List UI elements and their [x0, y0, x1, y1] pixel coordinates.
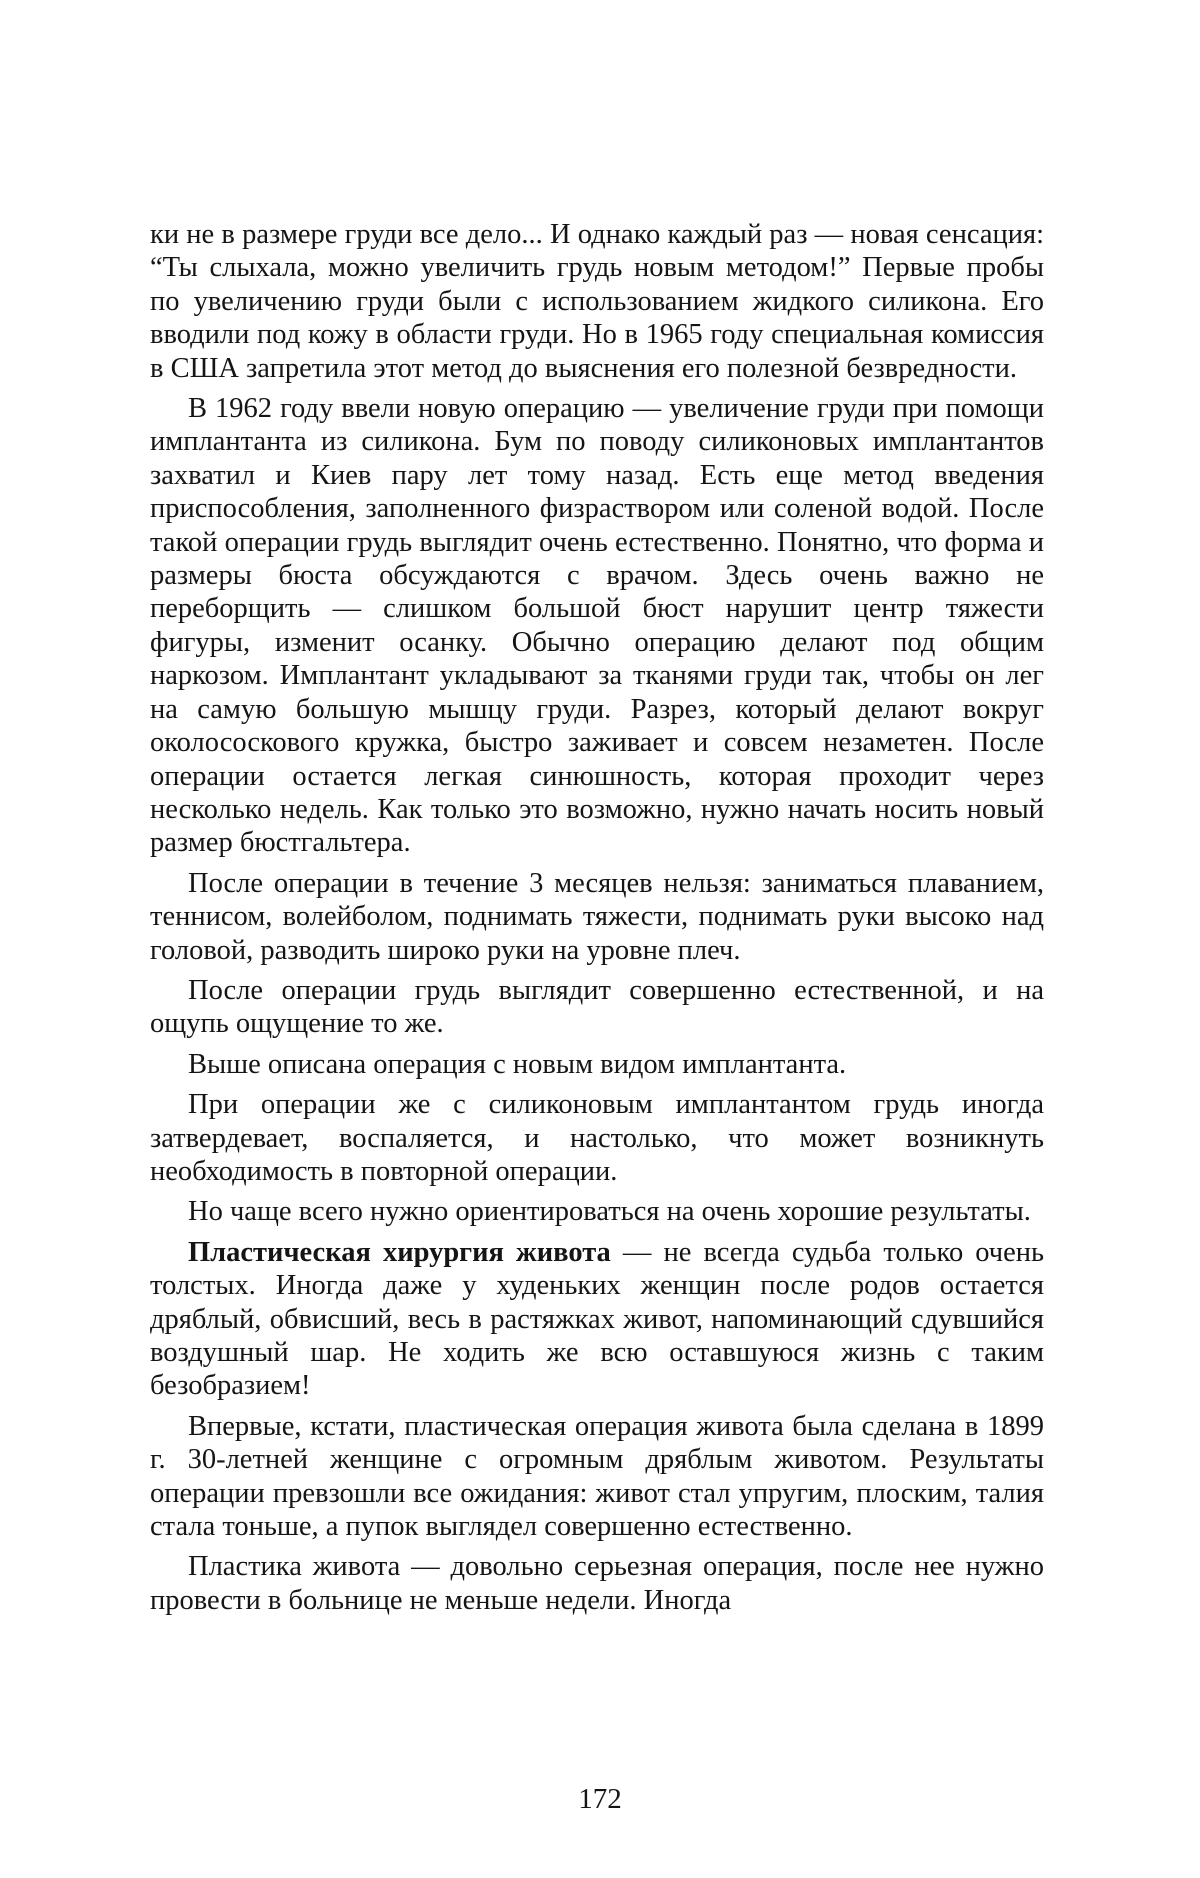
paragraph: В 1962 году ввели новую операцию — увеличение груди при помощи имплантанта из силикона. Бум по поводу силиконовых имплантантов захватил и Киев пару лет тому назад. Есть еще метод введения приспособления, заполненного физраствором или соленой водой. После такой операции грудь выглядит очень естественно. Понятно, что форма и размеры бюста обсуждаются с врачом. Здесь очень важно не переборщить — слишком большой бюст нарушит центр тяжести фигуры, изменит осанку. Обычно операцию делают под общим наркозом. Имплантант укладывают за тканями груди так, чтобы он лег на самую большую мышцу груди. Разрез, который делают вокруг околососкового кружка, быстро заживает и совсем незаметен. После операции остается легкая синюшность, которая проходит через несколько недель. Как только это возможно, нужно начать носить новый размер бюстгальтера.	[150, 393, 1044, 859]
paragraph: Выше описана операция с новым видом имплантанта.	[188, 1048, 847, 1080]
paragraph: Впервые, кстати, пластическая операция живота была сделана в 1899 г. 30-летней женщине с огромным дряблым животом. Результаты операции превзошли все ожидания: живот стал упругим, плоским, талия стала тоньше, а пупок выглядел совершенно естественно.	[150, 1410, 1044, 1543]
run-in-heading: Пластическая хирургия живота	[188, 1236, 611, 1268]
paragraph: После операции в течение 3 месяцев нельзя: заниматься плаванием, теннисом, волейболом, поднимать тяжести, поднимать руки высоко над головой, разводить широко руки на уровне плеч.	[150, 867, 1044, 966]
page-number: 172	[578, 1783, 622, 1815]
paragraph: Пластика живота — довольно серьезная операция, после нее нужно провести в больнице не меньше недели. Иногда	[150, 1551, 1044, 1616]
paragraph: ки не в размере груди все дело... И однако каждый раз — новая сенсация: “Ты слыхала, можно увеличить грудь новым методом!” Первые пробы по увеличению груди были с использованием жидкого силикона. Его вводили под кожу в области груди. Но в 1965 году специальная комиссия в США запретила этот метод до выяснения его полезной безвредности.	[150, 219, 1044, 384]
paragraph: Но чаще всего нужно ориентироваться на очень хорошие результаты.	[188, 1196, 1031, 1228]
paragraph-with-run-in-heading	[150, 1236, 1044, 1403]
paragraph: После операции грудь выглядит совершенно естественной, и на ощупь ощущение то же.	[150, 974, 1044, 1040]
paragraph-text: — не всегда судьба только очень толстых. Иногда даже у худеньких женщин после родов остается дряблый, обвисший, весь в растяжках живот, напоминающий сдувшийся воздушный шар. Не ходить же всю оставшуюся жизнь с таким безобразием!	[150, 1236, 1045, 1402]
paragraph: При операции же с силиконовым имплантантом грудь иногда затвердевает, воспаляется, и настолько, что может возникнуть необходимость в повторной операции.	[150, 1089, 1044, 1187]
body-text	[150, 218, 1044, 1624]
